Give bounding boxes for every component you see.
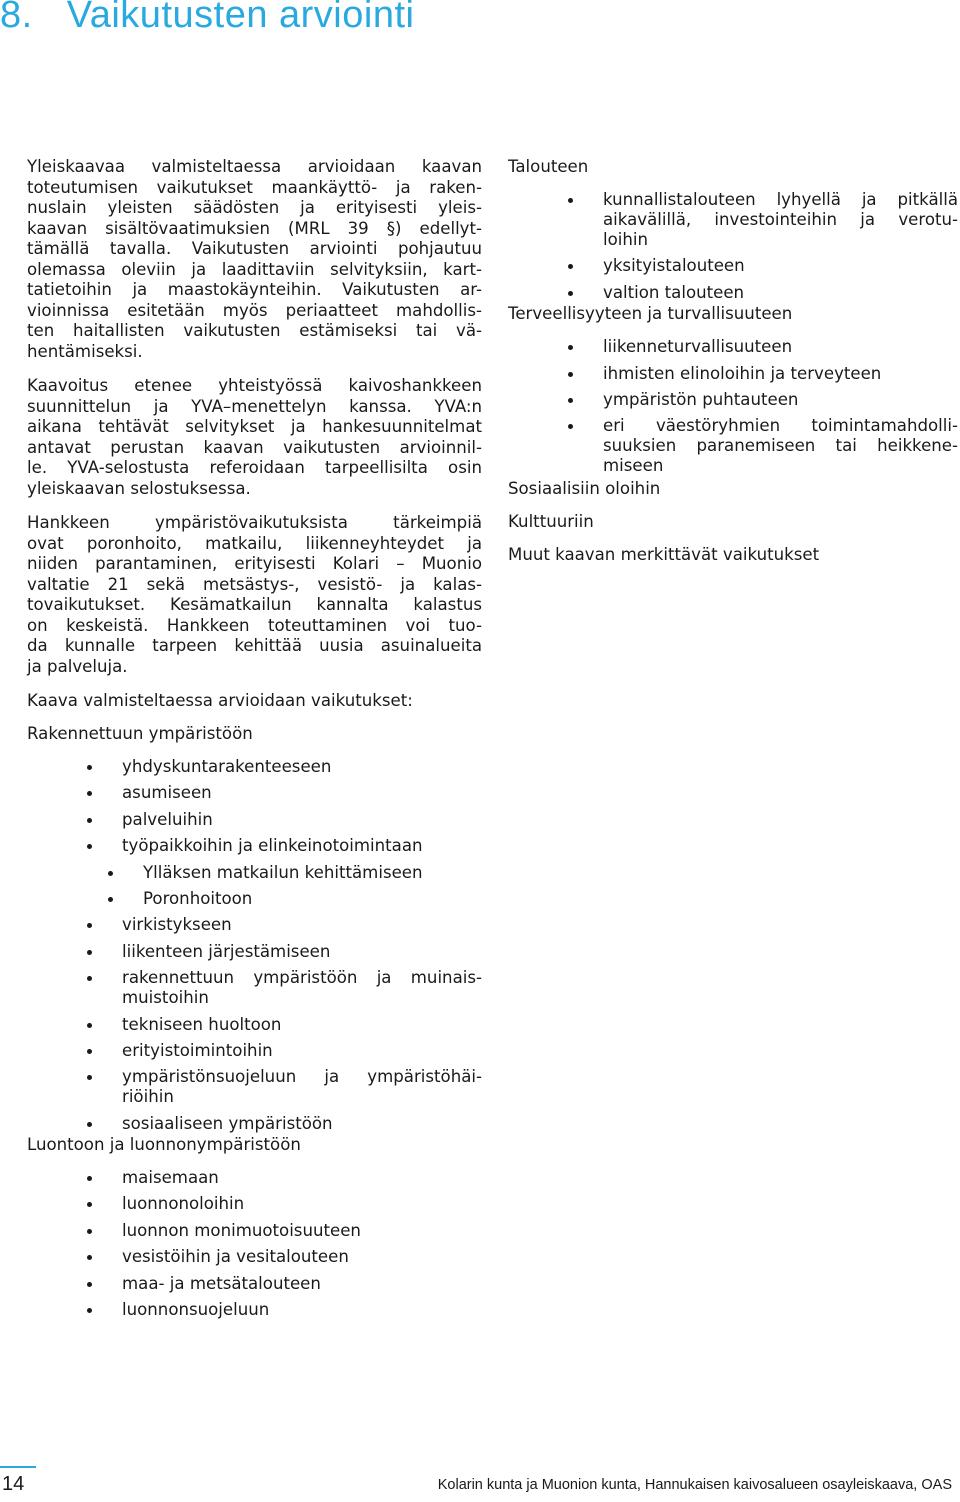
list-item-text: vesistöihin ja vesitalouteen (122, 1247, 349, 1267)
list-item-text: valtion talouteen (603, 282, 745, 302)
list-item-text: erityistoimintoihin (122, 1040, 273, 1060)
list-item-text: eri väestöryhmien toimintamahdolli- (603, 416, 958, 436)
paragraph-line: suunnittelun ja YVA–menettelyn kanssa. YVA:n (27, 396, 482, 416)
paragraph-line: nuslain yleisten säädösten ja erityisesti yleis- (27, 198, 482, 217)
list-item-text: virkistykseen (122, 915, 232, 935)
list-item (27, 1194, 482, 1214)
impacts-intro: Kaava valmisteltaessa arvioidaan vaikutukset: (27, 691, 413, 710)
intro-paragraph-3 (27, 513, 482, 677)
list-item (27, 1247, 482, 1267)
list-item (508, 337, 958, 357)
paragraph-line: tatietoihin ja maastokäynteihin. Vaikutusten ar- (27, 280, 482, 299)
list-item-text: liikenteen järjestämiseen (122, 941, 331, 961)
section-number: 8. (0, 0, 33, 36)
list-item (508, 190, 958, 250)
list-item-text: Poronhoitoon (143, 888, 253, 908)
list-item-text: muistoihin (122, 988, 209, 1008)
list-item (508, 283, 958, 303)
sub-list-item (27, 889, 482, 909)
left-column (27, 157, 482, 1326)
paragraph-line: kaavan sisältövaatimuksien (MRL 39 §) edellyt- (27, 218, 482, 238)
health-safety-list (508, 337, 958, 476)
paragraph-line: ten haitallisten vaikutusten estämiseksi tai vä- (27, 321, 482, 340)
paragraph-line: ovat poronhoito, matkailu, liikenneyhteydet ja (27, 533, 482, 553)
list-item-text: maisemaan (122, 1168, 219, 1188)
footer-accent-line (0, 1466, 36, 1468)
list-item-text: rakennettuun ympäristöön ja muinais- (122, 968, 482, 988)
list-item-text: maa- ja metsätalouteen (122, 1273, 321, 1293)
page-number: 14 (2, 1473, 25, 1495)
list-item (27, 1067, 482, 1107)
list-item (27, 1221, 482, 1241)
list-item (27, 757, 482, 777)
paragraph-line: ja palveluja. (27, 656, 128, 676)
list-item (27, 968, 482, 1008)
group-label-health-safety: Terveellisyyteen ja turvallisuuteen (508, 304, 793, 324)
paragraph-line: valtatie 21 sekä metsästys-, vesistö- ja kalas- (27, 574, 482, 594)
paragraph-line: olemassa oleviin ja laadittaviin selvityksiin, kart- (27, 259, 482, 279)
nature-list (27, 1168, 482, 1320)
economy-list (508, 190, 958, 303)
right-column (508, 157, 958, 578)
list-item (27, 836, 482, 856)
section-heading (0, 0, 414, 37)
list-item-text: suuksien paranemiseen tai heikkene- (603, 436, 958, 456)
intro-paragraph-1 (27, 157, 482, 362)
footer-text: Kolarin kunta ja Muonion kunta, Hannukaisen kaivosalueen osayleiskaava, OAS (437, 1477, 952, 1493)
built-environment-list (27, 757, 482, 1134)
paragraph-line: aikana tehtävät selvitykset ja hankesuunnitelmat (27, 417, 482, 436)
section-title: Vaikutusten arviointi (66, 0, 415, 36)
list-item-text: yksityistalouteen (603, 256, 745, 276)
paragraph-line: on keskeistä. Hankkeen toteuttaminen voi tuo- (27, 615, 482, 635)
paragraph-line: Hankkeen ympäristövaikutuksista tärkeimpiä (27, 513, 482, 532)
label-other-impacts: Muut kaavan merkittävät vaikutukset (508, 544, 820, 564)
list-item-text: Ylläksen matkailun kehittämiseen (143, 862, 423, 882)
paragraph-line: Kaavoitus etenee yhteistyössä kaivoshankkeen (27, 376, 482, 395)
group-label-economy: Talouteen (508, 157, 589, 176)
paragraph-line: Yleiskaavaa valmisteltaessa arvioidaan kaavan (27, 157, 482, 176)
group-label-nature: Luontoon ja luonnonympäristöön (27, 1135, 301, 1155)
list-item (508, 390, 958, 410)
paragraph-line: da kunnalle tarpeen kehittää uusia asuinalueita (27, 636, 482, 655)
list-item (27, 810, 482, 830)
list-item-text: työpaikkoihin ja elinkeinotoimintaan (122, 836, 423, 856)
list-item-text: sosiaaliseen ympäristöön (122, 1113, 333, 1133)
list-item-text: ympäristönsuojeluun ja ympäristöhäi- (122, 1067, 482, 1087)
paragraph-line: tovaikutukset. Kesämatkailun kannalta kalastus (27, 595, 482, 614)
label-culture: Kulttuuriin (508, 511, 594, 531)
paragraph-line: hentämiseksi. (27, 341, 143, 361)
group-label-built-environment: Rakennettuun ympäristöön (27, 724, 253, 743)
list-item (27, 1015, 482, 1035)
label-social-conditions: Sosiaalisiin oloihin (508, 478, 661, 498)
list-item-text: ympäristön puhtauteen (603, 389, 799, 409)
list-item-text: kunnallistalouteen lyhyellä ja pitkällä (603, 190, 958, 209)
list-item-text: luonnonsuojeluun (122, 1300, 270, 1320)
list-item-text: yhdyskuntarakenteeseen (122, 757, 332, 776)
list-item-text: aikavälillä, investointeihin ja verotu- (603, 210, 958, 229)
list-item (27, 1274, 482, 1294)
list-item (27, 1114, 482, 1134)
list-item (27, 1041, 482, 1061)
list-item (27, 942, 482, 962)
list-item-text: liikenneturvallisuuteen (603, 337, 793, 357)
list-item (508, 416, 958, 476)
paragraph-line: vioinnissa esitetään myös periaatteet mahdollis- (27, 300, 482, 320)
sub-list-item (27, 863, 482, 883)
list-item (508, 364, 958, 384)
list-item-text: tekniseen huoltoon (122, 1014, 282, 1034)
list-item-text: asumiseen (122, 783, 212, 803)
paragraph-line: tämällä tavalla. Vaikutusten arviointi pohjautuu (27, 239, 482, 258)
list-item (508, 256, 958, 276)
list-item-text: palveluihin (122, 809, 213, 829)
list-item (27, 1300, 482, 1320)
paragraph-line: antavat perustan kaavan vaikutusten arvioinnil- (27, 437, 482, 457)
list-item (27, 915, 482, 935)
list-item (27, 783, 482, 803)
paragraph-line: toteutumisen vaikutukset maankäyttö- ja raken- (27, 177, 482, 197)
list-item-text: ihmisten elinoloihin ja terveyteen (603, 363, 882, 383)
list-item-text: loihin (603, 230, 649, 249)
list-item-text: luonnonoloihin (122, 1194, 245, 1214)
list-item-text: luonnon monimuotoisuuteen (122, 1220, 361, 1240)
list-item-text: miseen (603, 456, 664, 476)
intro-paragraph-2 (27, 376, 482, 499)
list-item (27, 1168, 482, 1188)
paragraph-line: yleiskaavan selostuksessa. (27, 478, 251, 498)
paragraph-line: niiden parantaminen, erityisesti Kolari – Muonio (27, 554, 482, 573)
paragraph-line: le. YVA-selostusta referoidaan tarpeellisilta osin (27, 458, 482, 477)
list-item-text: riöihin (122, 1087, 174, 1107)
